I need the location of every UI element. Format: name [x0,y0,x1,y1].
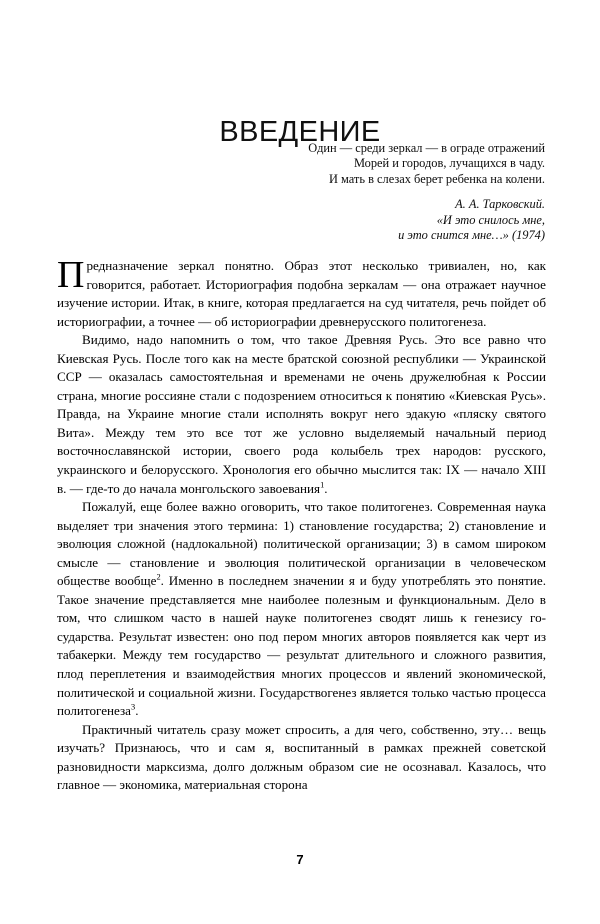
paragraph-text-tail: . [324,480,328,496]
epigraph-verse-line: И мать в слезах берет ребенка на колени. [328,171,545,186]
footnote-marker[interactable]: 3 [131,702,136,712]
epigraph-verse-line: Морей и городов, лучащихся в чаду. [353,156,545,171]
epigraph-attribution-line: «И это снилось мне, [436,212,545,227]
footnote-marker[interactable]: 1 [320,480,325,490]
epigraph-attribution-line: А. А. Тарковский. [455,197,545,212]
epigraph [57,141,545,244]
epigraph-attribution-line: и это снится мне…» (1974) [398,228,545,243]
page-number: 7 [296,852,304,867]
paragraph-text: Видимо, надо напомнить о том, что такое Древняя Русь. Это все равно что Киевская Русь. После того как на месте братской союзной республики — Украинской ССР — оказалась самостоятельная и временами не очень дружелюбная к России страна, многие россияне стали с подозрением относиться к понятию «Киевская Русь». Правда, на Украине многие стали исполнять вокруг него эдакую «пляску святого Вита». Между тем это все тот же условно выделяемый начальный период восточнославянской истории, своего рода колыбель трех народов: русского, украинского и белорусского. Хронология его обычно мыслится так: IX — начало XIII в. — где-то до начала монгольского завоевания [57,332,546,496]
paragraph-text: Практичный читатель сразу может спросить, а для чего, собственно, эту… вещь изучать? Признаюсь, что и сам я, воспитанный в рамках прежней советской разновидности марксизма, долго должным образом сие не осознавал. Казалось, что главное — экономика, материальная сторона [57,721,546,793]
epigraph-verse-line: Один — среди зеркал — в ограде отражений [308,141,545,155]
body-text [57,254,546,795]
paragraph-text-tail: . [135,703,139,719]
footnote-marker[interactable]: 2 [156,572,161,582]
paragraph [57,498,546,721]
paragraph-text: редназначение зеркал понятно. Образ этот несколько тривиален, но, как говорится, работает. Историография подобна зеркалам — она отражает научное изучение истории. Итак, в книге, которая предлагается на суд читателя, речь пойдет об историографии, а точнее — об историографии древнерусского политогенеза. [57,258,546,329]
paragraph-text-middle: . Именно в последнем значении я и буду употреблять это понятие. Такое значение представляется мне наиболее полезным и функциональным. Дело в том, что слишком часто в нашей науке политогенез сводят лишь к генезису государства. Результат известен: оно под пером многих авторов появляется как черт из табакерки. Между тем государство — результат длительного и сложного развития, плод переплетения и взаимодействия многих процессов и явлений экономической, политической и социальной жизни. Государствогенез является только частью процесса политогенеза [57,573,546,719]
drop-cap: П [57,254,85,296]
epigraph-verse [57,141,545,187]
epigraph-attribution [57,197,545,244]
paragraph [57,721,546,795]
paragraph-text: Пожалуй, еще более важно оговорить, что такое политогенез. Современная наука выделяет три значения этого термина: 1) становление государства; 2) становление и эволюция сложной (надлокальной) политической организации; 3) в самом широком смысле — становление и эволюция политической организации в человеческом обществе вообще [57,499,546,589]
paragraph [57,331,546,498]
page-title: ВВЕДЕНИЕ [219,116,381,149]
paragraph [57,254,546,331]
